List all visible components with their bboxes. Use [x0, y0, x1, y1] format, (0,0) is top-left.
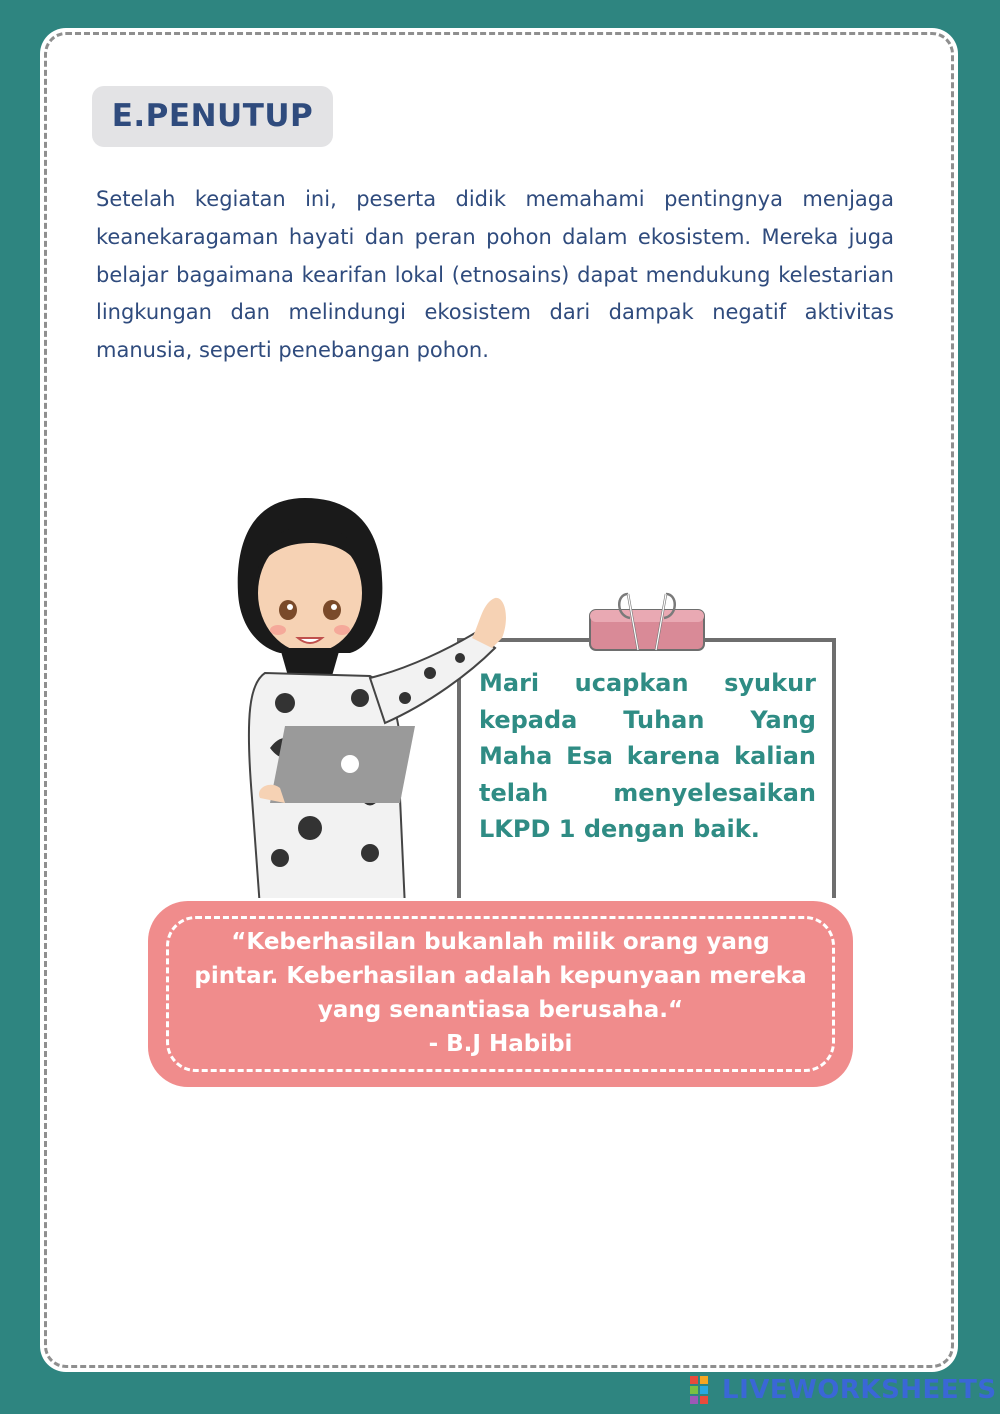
board-message: Mari ucapkan syukur kepada Tuhan Yang Maha Esa karena kalian telah menyelesaikan LKPD 1 dengan baik.: [479, 669, 816, 843]
quote-box: [148, 901, 853, 1087]
quote-author: - B.J Habibi: [428, 1031, 573, 1057]
teacher-illustration-icon: [210, 498, 510, 898]
footer-brand-text: LIVEWORKSHEETS: [722, 1375, 997, 1405]
quote-text: [188, 925, 813, 1061]
worksheet-page: [40, 28, 958, 1372]
binder-clip-icon: [588, 588, 708, 660]
quote-body: “Keberhasilan bukanlah milik orang yang pintar. Keberhasilan adalah kepunyaan mereka yang senantiasa berusaha.“: [194, 929, 807, 1023]
footer-brand[interactable]: [690, 1374, 997, 1406]
intro-paragraph: Setelah kegiatan ini, peserta didik memahami pentingnya menjaga keanekaragaman hayati dan peran pohon dalam ekosistem. Mereka juga belajar bagaimana kearifan lokal (etnosains) dapat mendukung kelestarian lingkungan dan melindungi ekosistem dari dampak negatif aktivitas manusia, seperti penebangan pohon.: [96, 187, 894, 363]
liveworksheets-logo-icon: [690, 1376, 718, 1404]
section-title: E.PENUTUP: [92, 86, 333, 147]
